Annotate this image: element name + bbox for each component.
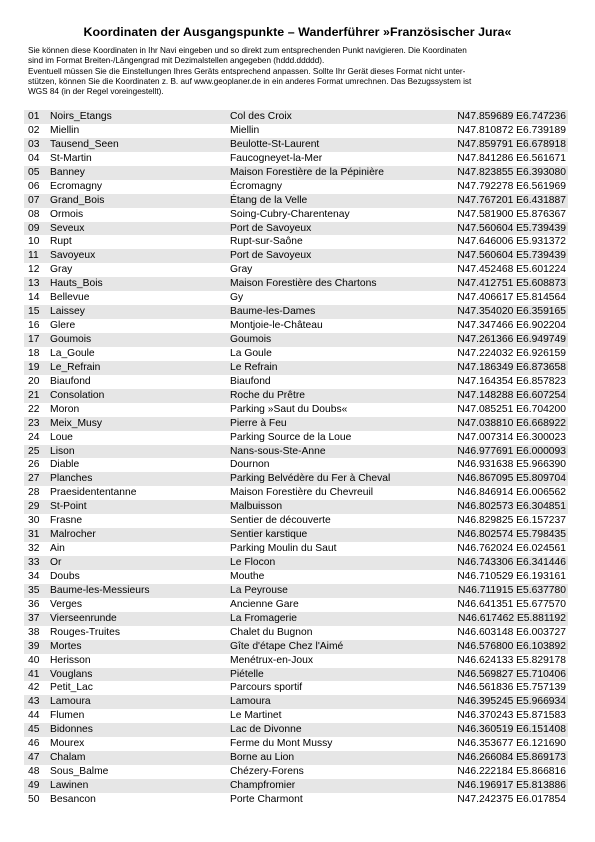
route-code: Lamoura [50,695,230,709]
start-point-name: Lamoura [230,695,445,709]
start-point-name: La Peyrouse [230,584,445,598]
gps-coordinates: N46.569827 E5.710406 [445,668,568,682]
start-point-name: Biaufond [230,375,271,387]
gps-coordinates: N47.242375 E6.017854 [457,793,566,805]
table-row [24,263,568,277]
start-point-name: Faucogneyet-la-Mer [230,152,323,164]
gps-coordinates: N47.412751 E5.608873 [445,277,568,291]
table-row [24,458,568,472]
table-row [24,347,568,361]
start-point-name: La Goule [230,347,272,359]
start-point-name: Rupt-sur-Saône [230,236,303,248]
start-point-name: La Fromagerie [230,612,445,626]
route-code: Glere [50,320,76,332]
start-point-name: Port de Savoyeux [230,249,445,263]
start-point-name: Parking Source de la Loue [230,431,352,443]
table-row [24,598,568,612]
gps-coordinates: N47.007314 E6.300023 [457,431,566,443]
table-row [24,737,568,751]
table-row [24,235,568,249]
row-number: 36 [28,598,40,610]
table-row [24,389,568,403]
gps-coordinates: N47.792278 E6.561969 [457,180,566,192]
row-number: 12 [28,264,40,276]
gps-coordinates: N46.624133 E5.829178 [457,654,566,666]
intro-line: sind im Format Breiten-/Längengrad mit Dezimalstellen angegeben (hddd.ddddd). [28,56,325,66]
coordinates-table [24,110,568,807]
route-code: Vouglans [50,668,230,682]
route-code: Planches [50,472,230,486]
route-code: Verges [50,598,83,610]
table-row [24,765,568,779]
row-number: 30 [28,515,40,527]
table-row [24,180,568,194]
gps-coordinates: N46.603148 E6.003727 [457,626,566,638]
table-row [24,793,568,807]
route-code: Mortes [50,640,230,654]
start-point-name: Parking »Saut du Doubs« [230,403,348,415]
route-code: Rouges-Truites [50,626,121,638]
table-row [24,249,568,263]
gps-coordinates: N46.802573 E6.304851 [445,500,568,514]
table-row [24,124,568,138]
gps-coordinates: N46.710529 E6.193161 [457,570,566,582]
gps-coordinates: N47.767201 E6.431887 [445,194,568,208]
row-number: 13 [24,277,50,291]
route-code: Savoyeux [50,249,230,263]
table-row [24,277,568,291]
table-row [24,417,568,431]
start-point-name: Écromagny [230,180,283,192]
table-row [24,333,568,347]
gps-coordinates: N46.370243 E5.871583 [457,710,566,722]
row-number: 42 [28,682,40,694]
row-number: 05 [24,166,50,180]
row-number: 21 [24,389,50,403]
route-code: Hauts_Bois [50,277,230,291]
route-code: Biaufond [50,375,91,387]
start-point-name: Menétrux-en-Joux [230,654,313,666]
row-number: 02 [28,124,40,136]
start-point-name: Étang de la Velle [230,194,445,208]
table-row [24,695,568,709]
row-number: 27 [24,472,50,486]
gps-coordinates: N47.581900 E5.876367 [457,208,566,220]
row-number: 06 [28,180,40,192]
row-number: 40 [28,654,40,666]
table-row [24,556,568,570]
table-row [24,584,568,598]
route-code: Mourex [50,738,85,750]
gps-coordinates: N47.646006 E5.931372 [457,236,566,248]
route-code: Ecromagny [50,180,103,192]
start-point-name: Maison Forestière de la Pépinière [230,166,445,180]
table-row [24,709,568,723]
route-code: Tausend_Seen [50,138,230,152]
table-row [24,570,568,584]
route-code: Bellevue [50,292,90,304]
table-row [24,654,568,668]
start-point-name: Mouthe [230,570,265,582]
start-point-name: Sentier de découverte [230,515,331,527]
route-code: Grand_Bois [50,194,230,208]
gps-coordinates: N46.617462 E5.881192 [445,612,568,626]
gps-coordinates: N46.931638 E5.966390 [457,459,566,471]
row-number: 14 [28,292,40,304]
start-point-name: Porte Charmont [230,793,303,805]
route-code: Ormois [50,208,84,220]
route-code: St-Martin [50,152,92,164]
row-number: 22 [28,403,40,415]
route-code: Besancon [50,793,96,805]
gps-coordinates: N47.038810 E6.668922 [445,417,568,431]
row-number: 37 [24,612,50,626]
route-code: Lison [50,445,230,459]
row-number: 50 [28,793,40,805]
row-number: 48 [28,766,40,778]
route-code: Malrocher [50,528,230,542]
row-number: 34 [28,570,40,582]
gps-coordinates: N46.846914 E6.006562 [457,487,566,499]
start-point-name: Miellin [230,124,260,136]
start-point-name: Maison Forestière des Chartons [230,277,445,291]
table-row [24,779,568,793]
start-point-name: Baume-les-Dames [230,305,445,319]
table-row [24,403,568,417]
start-point-name: Pierre à Feu [230,417,445,431]
table-row [24,528,568,542]
route-code: Lawinen [50,779,230,793]
start-point-name: Ancienne Gare [230,598,299,610]
row-number: 43 [24,695,50,709]
row-number: 45 [24,723,50,737]
gps-coordinates: N46.743306 E6.341446 [445,556,568,570]
row-number: 01 [24,110,50,124]
gps-coordinates: N46.561836 E5.757139 [457,682,566,694]
row-number: 24 [28,431,40,443]
gps-coordinates: N46.395245 E5.966934 [445,695,568,709]
row-number: 41 [24,668,50,682]
route-code: La_Goule [50,347,95,359]
table-row [24,305,568,319]
route-code: Meix_Musy [50,417,230,431]
row-number: 33 [24,556,50,570]
start-point-name: Gîte d'étape Chez l'Aimé [230,640,445,654]
row-number: 26 [28,459,40,471]
route-code: Gray [50,264,73,276]
row-number: 39 [24,640,50,654]
gps-coordinates: N47.224032 E6.926159 [457,347,566,359]
table-row [24,668,568,682]
row-number: 11 [24,249,50,263]
route-code: Vierseenrunde [50,612,230,626]
table-row [24,751,568,765]
gps-coordinates: N47.560604 E5.739439 [445,222,568,236]
gps-coordinates: N46.222184 E5.866816 [457,766,566,778]
row-number: 03 [24,138,50,152]
table-row [24,222,568,236]
table-row [24,431,568,445]
gps-coordinates: N47.085251 E6.704200 [457,403,566,415]
route-code: Moron [50,403,80,415]
start-point-name: Port de Savoyeux [230,222,445,236]
route-code: Doubs [50,570,80,582]
start-point-name: Lac de Divonne [230,723,445,737]
gps-coordinates: N47.347466 E6.902204 [457,320,566,332]
row-number: 29 [24,500,50,514]
row-number: 32 [28,543,40,555]
table-row [24,152,568,166]
row-number: 20 [28,375,40,387]
start-point-name: Champfromier [230,779,445,793]
table-row [24,208,568,222]
gps-coordinates: N46.711915 E5.637780 [445,584,568,598]
route-code: Sous_Balme [50,766,109,778]
intro-line: WGS 84 (in der Regel voreingestellt). [28,87,164,97]
start-point-name: Le Flocon [230,556,445,570]
intro-line: Eventuell müssen Sie die Einstellungen Ihres Geräts entsprechend anpassen. Sollte Ihr Gerät dieses Format nicht unter- [28,66,466,76]
intro-line: Sie können diese Koordinaten in Ihr Navi eingeben und so direkt zum entsprechenden Punkt navigieren. Die Koordinaten [28,46,467,55]
gps-coordinates: N47.823855 E6.393080 [445,166,568,180]
route-code: Baume-les-Messieurs [50,584,230,598]
start-point-name: Chézery-Forens [230,766,304,778]
start-point-name: Dournon [230,459,270,471]
gps-coordinates: N46.576800 E6.103892 [445,640,568,654]
gps-coordinates: N46.762024 E6.024561 [457,543,566,555]
route-code: Laissey [50,305,230,319]
intro-line: stützen, können Sie die Koordinaten z. B. auf www.geoplaner.de in ein anderes Format umrechnen. Das Bezugssystem ist [28,76,472,86]
route-code: Diable [50,459,80,471]
route-code: Banney [50,166,230,180]
route-code: Le_Refrain [50,361,230,375]
route-code: Petit_Lac [50,682,93,694]
gps-coordinates: N47.841286 E6.561671 [457,152,566,164]
start-point-name: Sentier karstique [230,528,445,542]
gps-coordinates: N47.452468 E5.601224 [457,264,566,276]
route-code: Loue [50,431,73,443]
gps-coordinates: N46.196917 E5.813886 [445,779,568,793]
gps-coordinates: N47.148288 E6.607254 [445,389,568,403]
start-point-name: Borne au Lion [230,751,445,765]
start-point-name: Col des Croix [230,110,445,124]
row-number: 15 [24,305,50,319]
table-row [24,445,568,459]
start-point-name: Le Martinet [230,710,282,722]
route-code: Praesidententanne [50,487,137,499]
table-row [24,723,568,737]
start-point-name: Le Refrain [230,361,445,375]
start-point-name: Beulotte-St-Laurent [230,138,445,152]
row-number: 17 [24,333,50,347]
start-point-name: Gray [230,264,253,276]
row-number: 38 [28,626,40,638]
start-point-name: Parking Moulin du Saut [230,543,337,555]
route-code: St-Point [50,500,230,514]
gps-coordinates: N46.977691 E6.000093 [445,445,568,459]
route-code: Ain [50,543,65,555]
table-row [24,110,568,124]
table-row [24,138,568,152]
table-row [24,514,568,528]
row-number: 49 [24,779,50,793]
gps-coordinates: N47.261366 E6.949749 [445,333,568,347]
gps-coordinates: N46.641351 E5.677570 [457,598,566,610]
start-point-name: Piételle [230,668,445,682]
gps-coordinates: N47.859791 E6.678918 [445,138,568,152]
row-number: 09 [24,222,50,236]
table-row [24,166,568,180]
row-number: 04 [28,152,40,164]
gps-coordinates: N46.802574 E5.798435 [445,528,568,542]
start-point-name: Montjoie-le-Château [230,320,323,332]
row-number: 10 [28,236,40,248]
gps-coordinates: N46.266084 E5.869173 [445,751,568,765]
route-code: Miellin [50,124,80,136]
start-point-name: Parking Belvédère du Fer à Cheval [230,472,445,486]
route-code: Or [50,556,230,570]
start-point-name: Ferme du Mont Mussy [230,738,333,750]
table-row [24,319,568,333]
row-number: 25 [24,445,50,459]
table-row [24,361,568,375]
row-number: 44 [28,710,40,722]
route-code: Herisson [50,654,91,666]
row-number: 31 [24,528,50,542]
table-row [24,291,568,305]
start-point-name: Goumois [230,333,445,347]
gps-coordinates: N47.406617 E5.814564 [457,292,566,304]
route-code: Seveux [50,222,230,236]
route-code: Chalam [50,751,230,765]
table-row [24,486,568,500]
table-row [24,626,568,640]
route-code: Flumen [50,710,85,722]
route-code: Bidonnes [50,723,230,737]
gps-coordinates: N47.164354 E6.857823 [457,375,566,387]
start-point-name: Parcours sportif [230,682,303,694]
route-code: Goumois [50,333,230,347]
row-number: 08 [28,208,40,220]
row-number: 28 [28,487,40,499]
start-point-name: Chalet du Bugnon [230,626,313,638]
row-number: 23 [24,417,50,431]
route-code: Noirs_Etangs [50,110,230,124]
row-number: 46 [28,738,40,750]
start-point-name: Gy [230,292,244,304]
row-number: 19 [24,361,50,375]
table-row [24,681,568,695]
row-number: 18 [28,347,40,359]
table-row [24,194,568,208]
table-row [24,472,568,486]
start-point-name: Roche du Prêtre [230,389,445,403]
route-code: Frasne [50,515,83,527]
table-row [24,640,568,654]
gps-coordinates: N47.859689 E6.747236 [445,110,568,124]
gps-coordinates: N47.810872 E6.739189 [457,124,566,136]
row-number: 07 [24,194,50,208]
gps-coordinates: N47.186349 E6.873658 [445,361,568,375]
start-point-name: Maison Forestière du Chevreuil [230,487,374,499]
table-row [24,375,568,389]
table-row [24,542,568,556]
gps-coordinates: N46.867095 E5.809704 [445,472,568,486]
intro-text [28,46,573,97]
gps-coordinates: N46.360519 E6.151408 [445,723,568,737]
route-code: Consolation [50,389,230,403]
gps-coordinates: N46.829825 E6.157237 [457,515,566,527]
gps-coordinates: N47.560604 E5.739439 [445,249,568,263]
row-number: 16 [28,320,40,332]
start-point-name: Malbuisson [230,500,445,514]
row-number: 47 [24,751,50,765]
table-row [24,612,568,626]
document-title: Koordinaten der Ausgangspunkte – Wanderführer »Französischer Jura« [83,25,512,39]
route-code: Rupt [50,236,72,248]
row-number: 35 [24,584,50,598]
start-point-name: Nans-sous-Ste-Anne [230,445,445,459]
table-row [24,500,568,514]
start-point-name: Soing-Cubry-Charentenay [230,208,350,220]
gps-coordinates: N46.353677 E6.121690 [457,738,566,750]
gps-coordinates: N47.354020 E6.359165 [445,305,568,319]
